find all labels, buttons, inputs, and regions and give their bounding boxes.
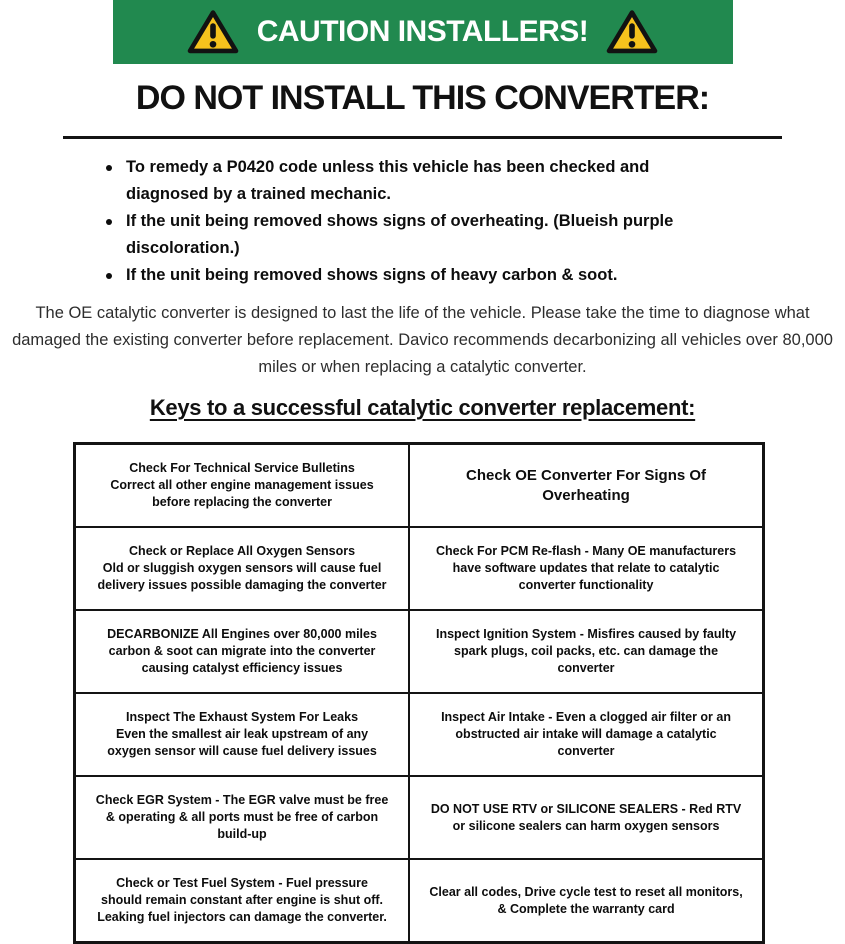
divider-line xyxy=(63,136,782,139)
table-cell-line: Check EGR System - The EGR valve must be free & operating & all ports must be free of carbon build-up xyxy=(95,793,389,841)
table-cell-line: Check or Replace All Oxygen Sensors xyxy=(129,544,356,558)
table-cell-fuel-system xyxy=(75,859,410,943)
keys-heading: Keys to a successful catalytic converter replacement: xyxy=(149,395,696,420)
table-cell-oe-overheating xyxy=(409,444,763,528)
table-cell-line: Inspect Ignition System - Misfires caused by faulty spark plugs, coil packs, etc. can damage the converter xyxy=(436,627,737,675)
table-row xyxy=(75,693,764,776)
table-cell-line: Correct all other engine management issues before replacing the converter xyxy=(110,478,374,509)
warning-bullet-item: If the unit being removed shows signs of heavy carbon & soot. xyxy=(103,262,725,289)
table-row xyxy=(75,776,764,859)
table-cell-no-rtv-sealers xyxy=(409,776,763,859)
intro-paragraph: The OE catalytic converter is designed to last the life of the vehicle. Please take the time to diagnose what damaged the existing converter before replacement. Davico recommends decarbonizing all vehicles over 80,000 miles or when replacing a catalytic converter. xyxy=(12,304,833,376)
table-cell-air-intake xyxy=(409,693,763,776)
warning-triangle-icon xyxy=(187,9,239,55)
table-cell-line: Check For PCM Re-flash - Many OE manufacturers have software updates that relate to catalytic converter functionality xyxy=(436,544,737,592)
keys-table xyxy=(73,442,765,944)
table-cell-oxygen-sensors xyxy=(75,527,410,610)
table-cell-line: Check or Test Fuel System - Fuel pressure should remain constant after engine is shut off. Leaking fuel injectors can damage the converter. xyxy=(97,876,387,924)
table-cell-clear-codes xyxy=(409,859,763,943)
table-cell-line: Check OE Converter For Signs Of Overheating xyxy=(466,466,707,504)
table-cell-line: Even the smallest air leak upstream of any oxygen sensor will cause fuel delivery issues xyxy=(107,727,377,758)
table-row xyxy=(75,610,764,693)
table-cell-line: DO NOT USE RTV or SILICONE SEALERS - Red RTV or silicone sealers can harm oxygen sensors xyxy=(430,801,742,833)
table-cell-exhaust-leaks xyxy=(75,693,410,776)
table-cell-pcm-reflash xyxy=(409,527,763,610)
table-row xyxy=(75,527,764,610)
table-cell-egr-system xyxy=(75,776,410,859)
caution-banner-text: CAUTION INSTALLERS! xyxy=(256,15,589,48)
table-cell-tsb xyxy=(75,444,410,528)
table-row xyxy=(75,859,764,943)
main-heading: DO NOT INSTALL THIS CONVERTER: xyxy=(135,79,710,117)
table-cell-line: DECARBONIZE All Engines over 80,000 miles carbon & soot can migrate into the converter causing catalyst efficiency issues xyxy=(107,627,377,675)
warning-bullet-item: To remedy a P0420 code unless this vehicle has been checked and diagnosed by a trained mechanic. xyxy=(103,154,725,208)
warning-bullet-item: If the unit being removed shows signs of overheating. (Blueish purple discoloration.) xyxy=(103,208,725,262)
warning-triangle-icon xyxy=(606,9,658,55)
table-cell-line: Inspect The Exhaust System For Leaks xyxy=(126,710,359,724)
table-cell-line: Inspect Air Intake - Even a clogged air filter or an obstructed air intake will damage a catalytic converter xyxy=(441,710,731,758)
table-row xyxy=(75,444,764,528)
caution-banner xyxy=(113,0,733,64)
table-cell-decarbonize xyxy=(75,610,410,693)
table-cell-ignition-system xyxy=(409,610,763,693)
table-cell-line: Clear all codes, Drive cycle test to reset all monitors, & Complete the warranty card xyxy=(429,884,743,916)
table-cell-line: Old or sluggish oxygen sensors will cause fuel delivery issues possible damaging the converter xyxy=(97,561,387,592)
warning-bullet-list xyxy=(103,154,725,289)
table-cell-line: Check For Technical Service Bulletins xyxy=(129,461,355,475)
